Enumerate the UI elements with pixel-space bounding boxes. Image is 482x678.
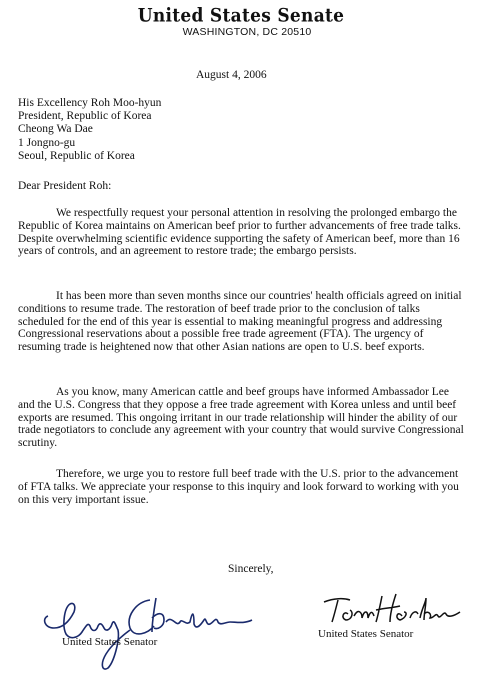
- recipient-line: President, Republic of Korea: [18, 110, 152, 123]
- recipient-address: [18, 97, 161, 163]
- body-paragraph: It has been more than seven months since our countries' health officials agreed on initial conditions to resume trade. The restoration of beef trade prior to the conclusion of talks scheduled for the end of this year is essential to making meaningful progress and addressing Congressional reservations about a possible free trade agreement (FTA). The urgency of resuming trade is heightened now that other Asian nations are open to U.S. beef exports.: [18, 290, 462, 354]
- letterhead: [0, 6, 482, 38]
- recipient-line: His Excellency Roh Moo-hyun: [18, 97, 162, 109]
- body-paragraph: As you know, many American cattle and beef groups have informed Ambassador Lee and the U.S. Congress that they oppose a free trade agreement with Korea unless and until beef exports are resumed. This ongoing irritant in our trade relationship will hinder the ability of our trade negotiators to conclude any agreement with your country that would survive Congressional scrutiny.: [18, 386, 464, 450]
- signature-left: [40, 582, 260, 672]
- letterhead-name: United States Senate: [137, 5, 345, 27]
- signature-title-left: United States Senator: [62, 636, 158, 648]
- body-paragraph: We respectfully request your personal attention in resolving the prolonged embargo the Republic of Korea maintains on American beef prior to further advancements of free trade talks. Despite overwhelming scientific evidence supporting the safety of American beef, more than 16 years of controls, and an agreement to restore trade; the embargo persists.: [18, 207, 461, 258]
- letterhead-city: WASHINGTON, DC 20510: [182, 26, 312, 38]
- signature-right: [320, 588, 470, 628]
- body-paragraph: Therefore, we urge you to restore full beef trade with the U.S. prior to the advancement of FTA talks. We appreciate your response to this inquiry and look forward to working with you on this very important issue.: [18, 468, 459, 506]
- recipient-line: Cheong Wa Dae: [18, 123, 93, 136]
- letter-date: August 4, 2006: [196, 69, 267, 81]
- salutation: Dear President Roh:: [18, 180, 112, 192]
- recipient-line: 1 Jongno-gu: [18, 136, 76, 149]
- recipient-line: Seoul, Republic of Korea: [18, 149, 135, 162]
- signature-title-right: United States Senator: [318, 628, 414, 640]
- closing: Sincerely,: [228, 563, 274, 575]
